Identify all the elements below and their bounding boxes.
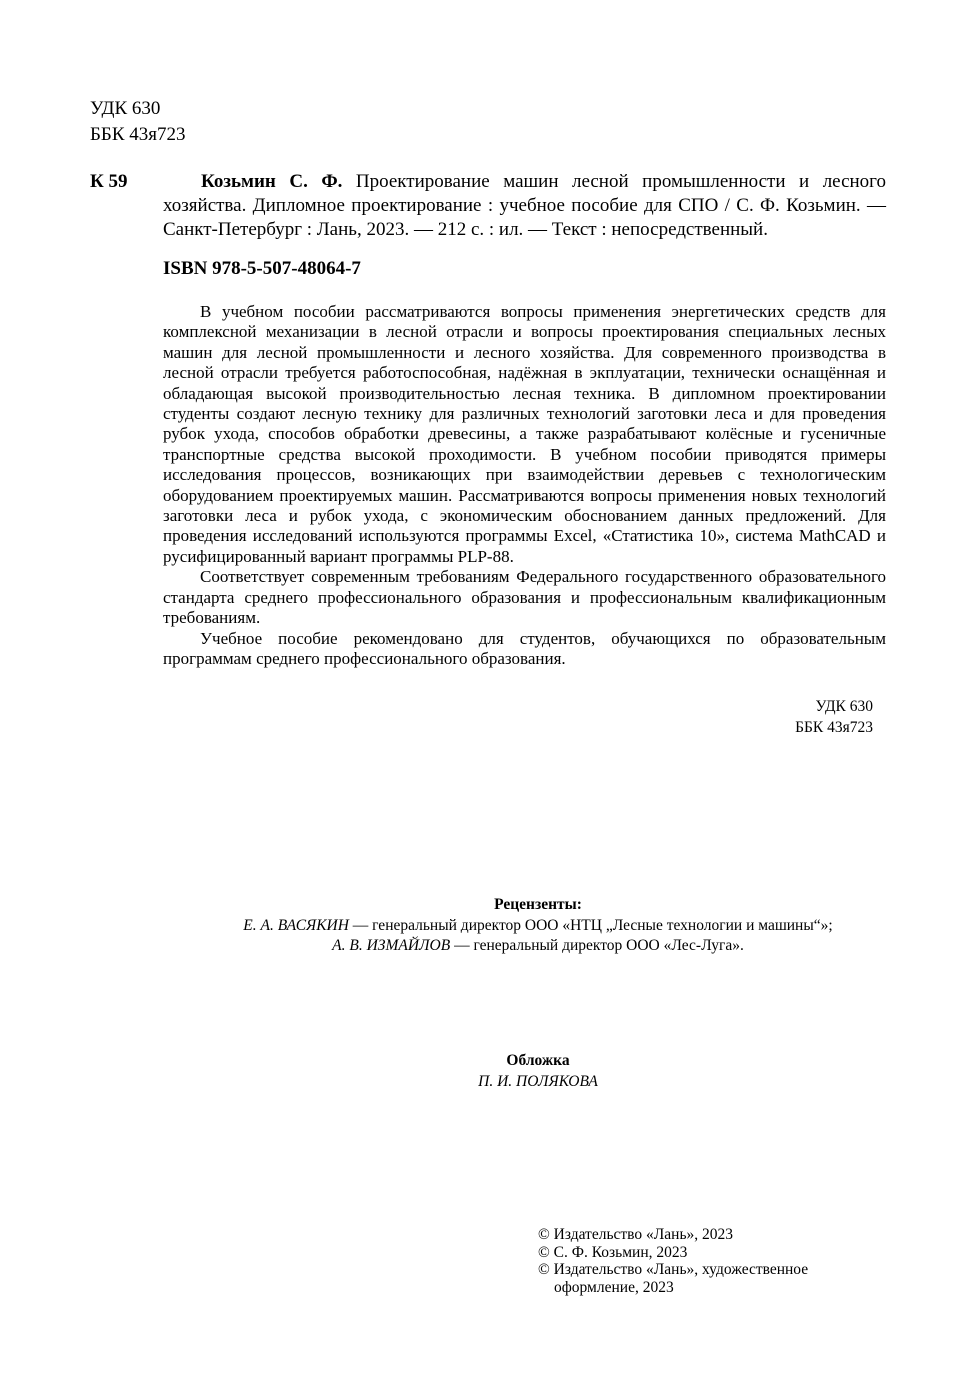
record-author: Козьмин С. Ф. — [201, 171, 343, 192]
classification-codes — [795, 697, 873, 738]
reviewer-entry — [100, 936, 976, 957]
reviewer-role: — генеральный директор ООО «НТЦ „Лесные технологии и машины“»; — [348, 916, 833, 934]
header-bbk: ББК 43я723 — [90, 124, 186, 145]
record-description: Проектирование машин лесной промышленности и лесного хозяйства. Дипломное проектирование : учебное пособие для СПО / С. Ф. Козьмин. — Санкт-Петербург : Лань, 2023. — 212 с. : ил. — Текст : непосредственный. — [163, 171, 887, 240]
copyright-line: © Издательство «Лань», 2023 — [538, 1226, 734, 1243]
header-classification — [90, 96, 185, 148]
abstract-paragraph: Учебное пособие рекомендовано для студентов, обучающихся по образовательным программам среднего профессионального образования. — [163, 628, 886, 668]
abstract-paragraph: Соответствует современным требованиям Федерального государственного образовательного стандарта среднего профессионального образования и профессиональным квалификационным требованиям. — [163, 567, 886, 628]
classification-udk: УДК 630 — [815, 698, 873, 715]
copyright-block — [538, 1226, 858, 1296]
abstract-paragraph: В учебном пособии рассматриваются вопросы применения энергетических средств для комплексной механизации в лесной отрасли и вопросы проектирования специальных лесных машин для лесной промышленности и лесного хозяйства. Для современного производства в лесной отрасли требуется работоспособная, надёжная в экплуатации, технически оснащённая и обладающая высокой производительностью лесная техника. В дипломном проектировании студенты создают лесную технику для различных технологий заготовки леса и для проведения рубок ухода, способов обработки древесины, а также разрабатывают колёсные и гусеничные транспортные средства высокой проходимости. В учебном пособии приводятся примеры исследования процессов, возникающих при взаимодействии деревьев с технологическим оборудованием проектируемых машин. Рассматриваются вопросы применения новых технологий заготовки леса и рубок ухода, с экономическим обоснованием данных предложений. Для проведения исследований используются программы Excel, «Статистика 10», система MathCAD и русифицированный вариант программы PLP-88. — [163, 302, 886, 566]
reviewers-heading: Рецензенты: — [494, 896, 582, 913]
copyright-line: © Издательство «Лань», художественное оформление, 2023 — [538, 1261, 809, 1296]
author-sign-code: К 59 — [90, 171, 128, 192]
cover-heading: Обложка — [506, 1052, 570, 1069]
reviewers-section — [100, 895, 976, 957]
cover-designer: П. И. ПОЛЯКОВА — [478, 1072, 598, 1090]
reviewer-name: Е. А. ВАСЯКИН — [243, 916, 349, 934]
isbn: ISBN 978-5-507-48064-7 — [163, 258, 361, 279]
reviewer-entry — [100, 916, 976, 937]
header-udk: УДК 630 — [90, 98, 161, 119]
cover-section — [100, 1051, 976, 1092]
copyright-line: © С. Ф. Козьмин, 2023 — [538, 1243, 688, 1261]
bibliographic-record — [163, 170, 886, 242]
reviewer-role: — генеральный директор ООО «Лес-Луга». — [450, 937, 744, 954]
reviewer-name: А. В. ИЗМАЙЛОВ — [332, 937, 451, 954]
classification-bbk: ББК 43я723 — [795, 718, 873, 736]
abstract — [163, 302, 886, 669]
